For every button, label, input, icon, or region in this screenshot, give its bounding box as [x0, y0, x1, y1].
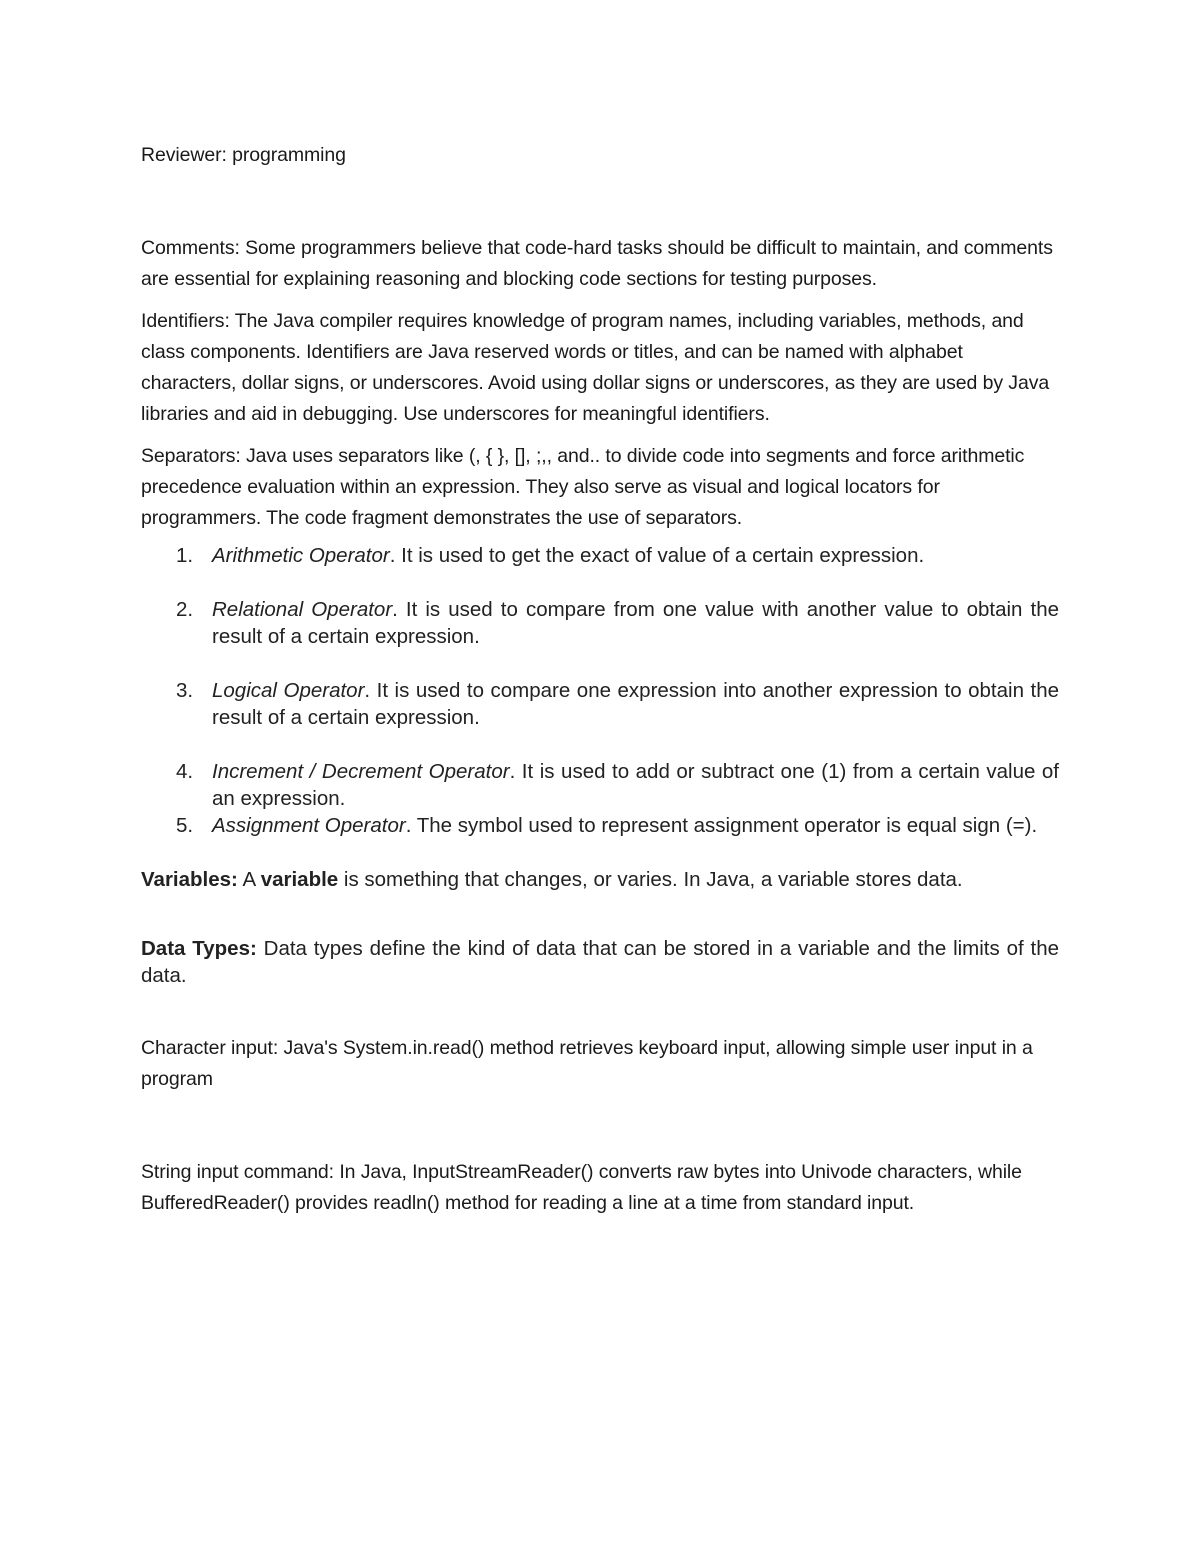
string-input-paragraph: String input command: In Java, InputStreamReader() converts raw bytes into Univode characters, while BufferedReader() provides readln() method for reading a line at a time from standard input.	[141, 1161, 1022, 1214]
operator-term: Assignment Operator	[212, 814, 406, 837]
data-types-text: Data types define the kind of data that can be stored in a variable and the limits of the data.	[141, 937, 1060, 987]
variables-keyword: variable	[260, 868, 339, 891]
variables-pre: A	[237, 868, 261, 891]
list-item-number: 5.	[176, 814, 194, 837]
variables-text: is something that changes, or varies. In Java, a variable stores data.	[338, 868, 963, 891]
data-types-label: Data Types:	[141, 937, 257, 960]
list-item-number: 3.	[176, 679, 194, 702]
operators-list	[141, 542, 1059, 839]
list-item	[141, 677, 1059, 731]
separators-paragraph: Separators: Java uses separators like (, { }, [], ;,, and.. to divide code into segments and force arithmetic precedence evaluation within an expression. They also serve as visual and logical locators for programmers. The code fragment demonstrates the use of separators.	[141, 445, 1025, 529]
list-item	[141, 542, 1059, 569]
operator-description: . It is used to get the exact of value of a certain expression.	[389, 544, 925, 567]
document-title: Reviewer: programming	[141, 144, 346, 166]
identifiers-paragraph: Identifiers: The Java compiler requires knowledge of program names, including variables, methods, and class components. Identifiers are Java reserved words or titles, and can be named with alphabet characters, dollar signs, or underscores. Avoid using dollar signs or underscores, as they are used by Java libraries and aid in debugging. Use underscores for meaningful identifiers.	[141, 310, 1050, 425]
document-body	[141, 140, 1059, 1219]
list-item-number: 4.	[176, 760, 194, 783]
list-item-number: 2.	[176, 598, 194, 621]
character-input-paragraph: Character input: Java's System.in.read() method retrieves keyboard input, allowing simple user input in a program	[141, 1037, 1033, 1090]
operator-description: . It is used to compare one expression into another expression to obtain the result of a certain expression.	[212, 679, 1060, 729]
variables-paragraph	[141, 866, 1059, 893]
list-item	[141, 758, 1059, 812]
list-item-number: 1.	[176, 544, 194, 567]
operator-term: Relational Operator	[212, 598, 393, 621]
operator-term: Logical Operator	[212, 679, 365, 702]
operator-term: Arithmetic Operator	[212, 544, 390, 567]
operator-description: . It is used to add or subtract one (1) from a certain value of an expression.	[212, 760, 1059, 810]
comments-paragraph: Comments: Some programmers believe that code-hard tasks should be difficult to maintain, and comments are essential for explaining reasoning and blocking code sections for testing purposes.	[141, 237, 1053, 290]
operator-description: . The symbol used to represent assignment operator is equal sign (=).	[405, 814, 1038, 837]
data-types-paragraph	[141, 935, 1059, 989]
list-item	[141, 596, 1059, 650]
operator-description: . It is used to compare from one value with another value to obtain the result of a certain expression.	[212, 598, 1059, 648]
operator-term: Increment / Decrement Operator	[212, 760, 510, 783]
variables-label: Variables:	[141, 868, 238, 891]
list-item	[141, 812, 1059, 839]
